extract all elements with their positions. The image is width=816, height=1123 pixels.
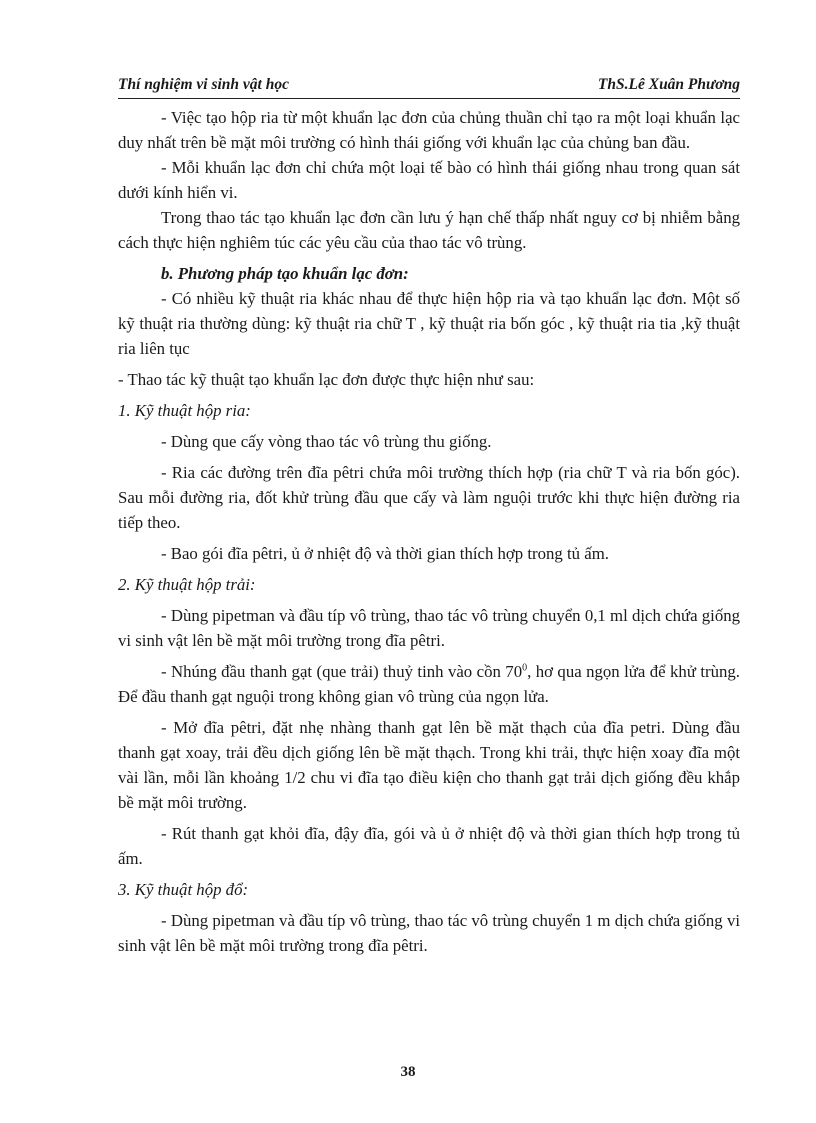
section-heading-1: 1. Kỹ thuật hộp ria: xyxy=(118,401,251,420)
degree-superscript: 0 xyxy=(522,662,528,674)
paragraph-streak-techniques: - Có nhiều kỹ thuật ria khác nhau để thực hiện hộp ria và tạo khuẩn lạc đơn. Một số kỹ thuật ria thường dùng: kỹ thuật ria chữ T , kỹ thuật ria bốn góc , kỹ thuật ria tia ,kỹ thuật ria liên tục xyxy=(118,289,740,358)
section-heading-3: 3. Kỹ thuật hộp đổ: xyxy=(118,880,249,899)
section-heading-b: b. Phương pháp tạo khuẩn lạc đơn: xyxy=(161,264,409,283)
step-2-2 xyxy=(118,659,740,709)
paragraph-cell-morphology: - Mỗi khuẩn lạc đơn chỉ chứa một loại tế bào có hình thái giống nhau trong quan sát dưới kính hiển vi. xyxy=(118,158,740,202)
header-author: ThS.Lê Xuân Phương xyxy=(597,76,740,93)
paragraph-aseptic-note: Trong thao tác tạo khuẩn lạc đơn cần lưu ý hạn chế thấp nhất nguy cơ bị nhiễm bằng cách thực hiện nghiêm túc các yêu cầu của thao tác vô trùng. xyxy=(118,208,740,252)
paragraph-pure-colony: - Việc tạo hộp ria từ một khuẩn lạc đơn của chủng thuần chỉ tạo ra một loại khuẩn lạc duy nhất trên bề mặt môi trường có hình thái giống với khuẩn lạc của chủng ban đầu. xyxy=(118,108,740,152)
step-1-1: - Dùng que cấy vòng thao tác vô trùng thu giống. xyxy=(161,432,492,451)
running-header xyxy=(118,76,740,94)
step-2-2-text-a: - Nhúng đầu thanh gạt (que trải) thuỷ tinh vào cồn 70 xyxy=(161,662,523,681)
step-3-1: - Dùng pipetman và đầu típ vô trùng, thao tác vô trùng chuyển 1 m dịch chứa giống vi sinh vật lên bề mặt môi trường trong đĩa pêtri. xyxy=(118,911,740,955)
page-number: 38 xyxy=(400,1064,416,1080)
step-2-4: - Rút thanh gạt khỏi đĩa, đậy đĩa, gói và ủ ở nhiệt độ và thời gian thích hợp trong tủ ấm. xyxy=(118,824,740,868)
step-2-1: - Dùng pipetman và đầu típ vô trùng, thao tác vô trùng chuyển 0,1 ml dịch chứa giống vi sinh vật lên bề mặt môi trường trong đĩa pêtri. xyxy=(118,606,740,650)
header-rule xyxy=(118,98,740,99)
page-body xyxy=(118,105,740,958)
step-2-3: - Mở đĩa pêtri, đặt nhẹ nhàng thanh gạt lên bề mặt thạch của đĩa petri. Dùng đầu thanh gạt xoay, trải đều dịch giống lên bề mặt thạch. Trong khi trải, thực hiện xoay đĩa một vài lần, mỗi lần khoảng 1/2 chu vi đĩa tạo điều kiện cho thanh gạt trải dịch giống đều khắp bề mặt môi trường. xyxy=(118,718,740,812)
section-heading-2: 2. Kỹ thuật hộp trải: xyxy=(118,575,256,594)
paragraph-procedure-intro: - Thao tác kỹ thuật tạo khuẩn lạc đơn được thực hiện như sau: xyxy=(118,370,535,389)
step-1-2: - Ria các đường trên đĩa pêtri chứa môi trường thích hợp (ria chữ T và ria bốn góc). Sau mỗi đường ria, đốt khử trùng đầu que cấy và làm nguội trước khi thực hiện đường ria tiếp theo. xyxy=(118,463,740,532)
header-title: Thí nghiệm vi sinh vật học xyxy=(118,76,289,93)
step-1-3: - Bao gói đĩa pêtri, ủ ở nhiệt độ và thời gian thích hợp trong tủ ấm. xyxy=(161,544,609,563)
step-2-2-text-b: , hơ qua ngọn lửa để khử trùng. Để đầu thanh gạt nguội trong không gian vô trùng của ngọn lửa. xyxy=(118,662,740,706)
